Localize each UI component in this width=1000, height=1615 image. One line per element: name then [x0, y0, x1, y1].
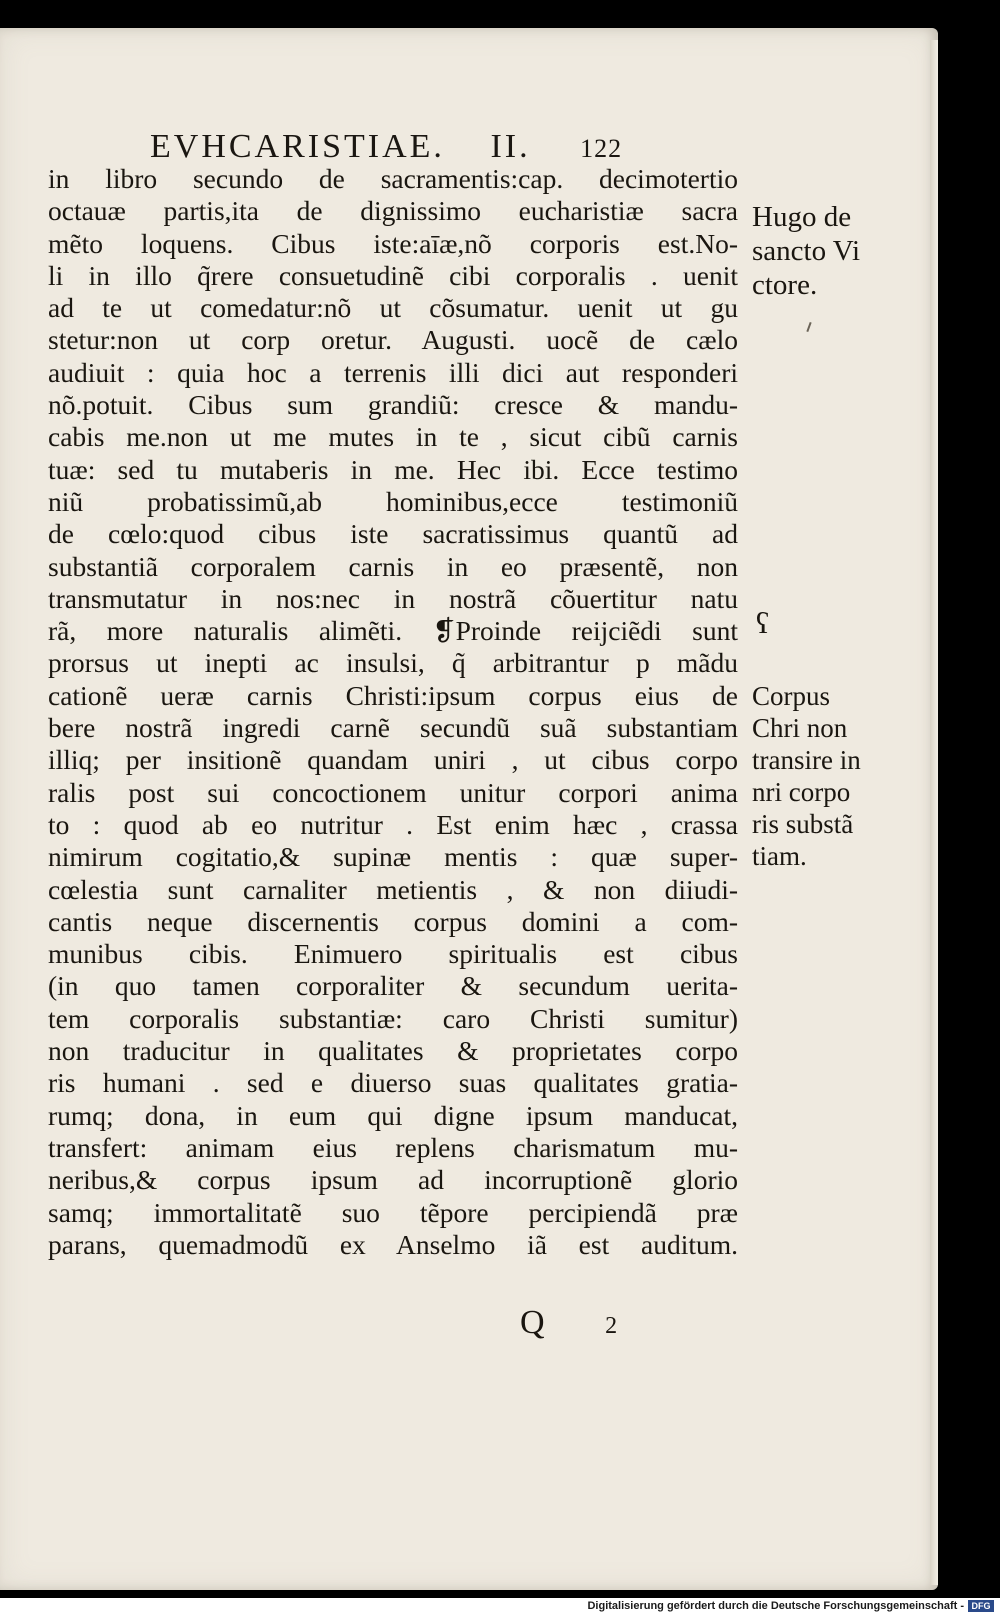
text-line: rã, more naturalis alimẽti. ❡Proinde reijciẽdi sunt — [48, 615, 738, 647]
text-line: transmutatur in nos:nec in nostrã cõuertitur natu — [48, 582, 738, 614]
text-line: non traducitur in qualitates & proprietates corpo — [48, 1035, 738, 1067]
margin-note-line: Hugo de — [752, 201, 852, 233]
text-line: neribus,& corpus ipsum ad incorruptionẽ glorio — [48, 1164, 738, 1196]
margin-note-hugo — [752, 200, 912, 302]
text-line: in libro secundo de sacramentis:cap. decimotertio — [48, 163, 738, 194]
running-head-title: EVHCARISTIAE. — [150, 128, 445, 165]
text-line: stetur:non ut corp oretur. Augusti. uocẽ de cælo — [48, 324, 738, 356]
text-line: prorsus ut inepti ac insulsi, q̃ arbitrantur p mãdu — [48, 647, 738, 679]
margin-note-line: Chri non — [752, 713, 848, 743]
text-line: ralis post sui concoctionem unitur corpori anima — [48, 776, 738, 808]
text-line: substantiã corporalem carnis in eo præsentẽ, non — [48, 550, 738, 582]
text-line: cationẽ ueræ carnis Christi:ipsum corpus eius de — [48, 679, 738, 711]
folio-number: 122 — [580, 134, 623, 163]
text-line: ris humani . sed e diuerso suas qualitates gratia- — [48, 1067, 738, 1099]
text-line: to : quod ab eo nutritur . Est enim hæc , crassa — [48, 808, 738, 840]
text-line: cœlestia sunt carnaliter metientis , & non diiudi- — [48, 873, 738, 905]
text-line: cabis me.non ut me mutes in te , sicut cibũ carnis — [48, 421, 738, 453]
running-head — [150, 128, 750, 166]
text-line: niũ probatissimũ,ab hominibus,ecce testimoniũ — [48, 485, 738, 517]
text-line: li in illo q̃rere consuetudinẽ cibi corporalis . uenit — [48, 259, 738, 291]
text-line: bere nostrã ingredi carnẽ secundũ suã substantiam — [48, 712, 738, 744]
text-line: mẽto loquens. Cibus iste:aīæ,nõ corporis est.No- — [48, 227, 738, 259]
margin-note-line: sancto Vi — [752, 235, 861, 267]
text-line: illiq; per insitionẽ quandam uniri , ut cibus corpo — [48, 744, 738, 776]
text-line: parans, quemadmodũ ex Anselmo iã est auditum. — [48, 1228, 738, 1260]
signature-number: 2 — [605, 1313, 618, 1339]
margin-note-line: ctore. — [752, 269, 818, 301]
text-line: audiuit : quia hoc a terrenis illi dici aut responderi — [48, 356, 738, 388]
margin-note-line: ris substã — [752, 809, 854, 839]
margin-note-line: transire in — [752, 745, 861, 775]
margin-symbol: ʕ — [756, 607, 770, 640]
text-line: munibus cibis. Enimuero spiritualis est cibus — [48, 938, 738, 970]
text-line: tem corporalis substantiæ: caro Christi sumitur) — [48, 1002, 738, 1034]
text-line: (in quo tamen corporaliter & secundum uerita- — [48, 970, 738, 1002]
text-line: ad te ut comedatur:nõ ut cõsumatur. uenit ut gu — [48, 292, 738, 324]
text-line: nõ.potuit. Cibus sum grandiũ: cresce & mandu- — [48, 389, 738, 421]
margin-note-corpus — [752, 680, 912, 872]
signature-mark — [520, 1304, 617, 1342]
text-line: octauæ partis,ita de dignissimo eucharistiæ sacra — [48, 195, 738, 227]
margin-note-line: tiam. — [752, 841, 807, 871]
text-line: tuæ: sed tu mutaberis in me. Hec ibi. Ecce testimo — [48, 453, 738, 485]
text-line: samq; immortalitatẽ suo tẽpore percipiendã præ — [48, 1196, 738, 1228]
margin-note-line: nri corpo — [752, 777, 851, 807]
funding-credit: Digitalisierung gefördert durch die Deutsche Forschungsgemeinschaft - — [587, 1600, 964, 1612]
running-head-book: II. — [490, 128, 531, 165]
dfg-logo: DFG — [968, 1600, 994, 1612]
signature-letter: Q — [520, 1304, 545, 1341]
margin-note-line: Corpus — [752, 681, 831, 711]
text-line: cantis neque discernentis corpus domini a com- — [48, 905, 738, 937]
text-line: transfert: animam eius replens charismatum mu- — [48, 1131, 738, 1163]
text-line: rumq; dona, in eum qui digne ipsum manducat, — [48, 1099, 738, 1131]
text-line: de cœlo:quod cibus iste sacratissimus quantũ ad — [48, 518, 738, 550]
page-edge — [930, 40, 938, 1585]
main-text-block — [48, 163, 738, 1261]
text-line: nimirum cogitatio,& supinæ mentis : quæ super- — [48, 841, 738, 873]
